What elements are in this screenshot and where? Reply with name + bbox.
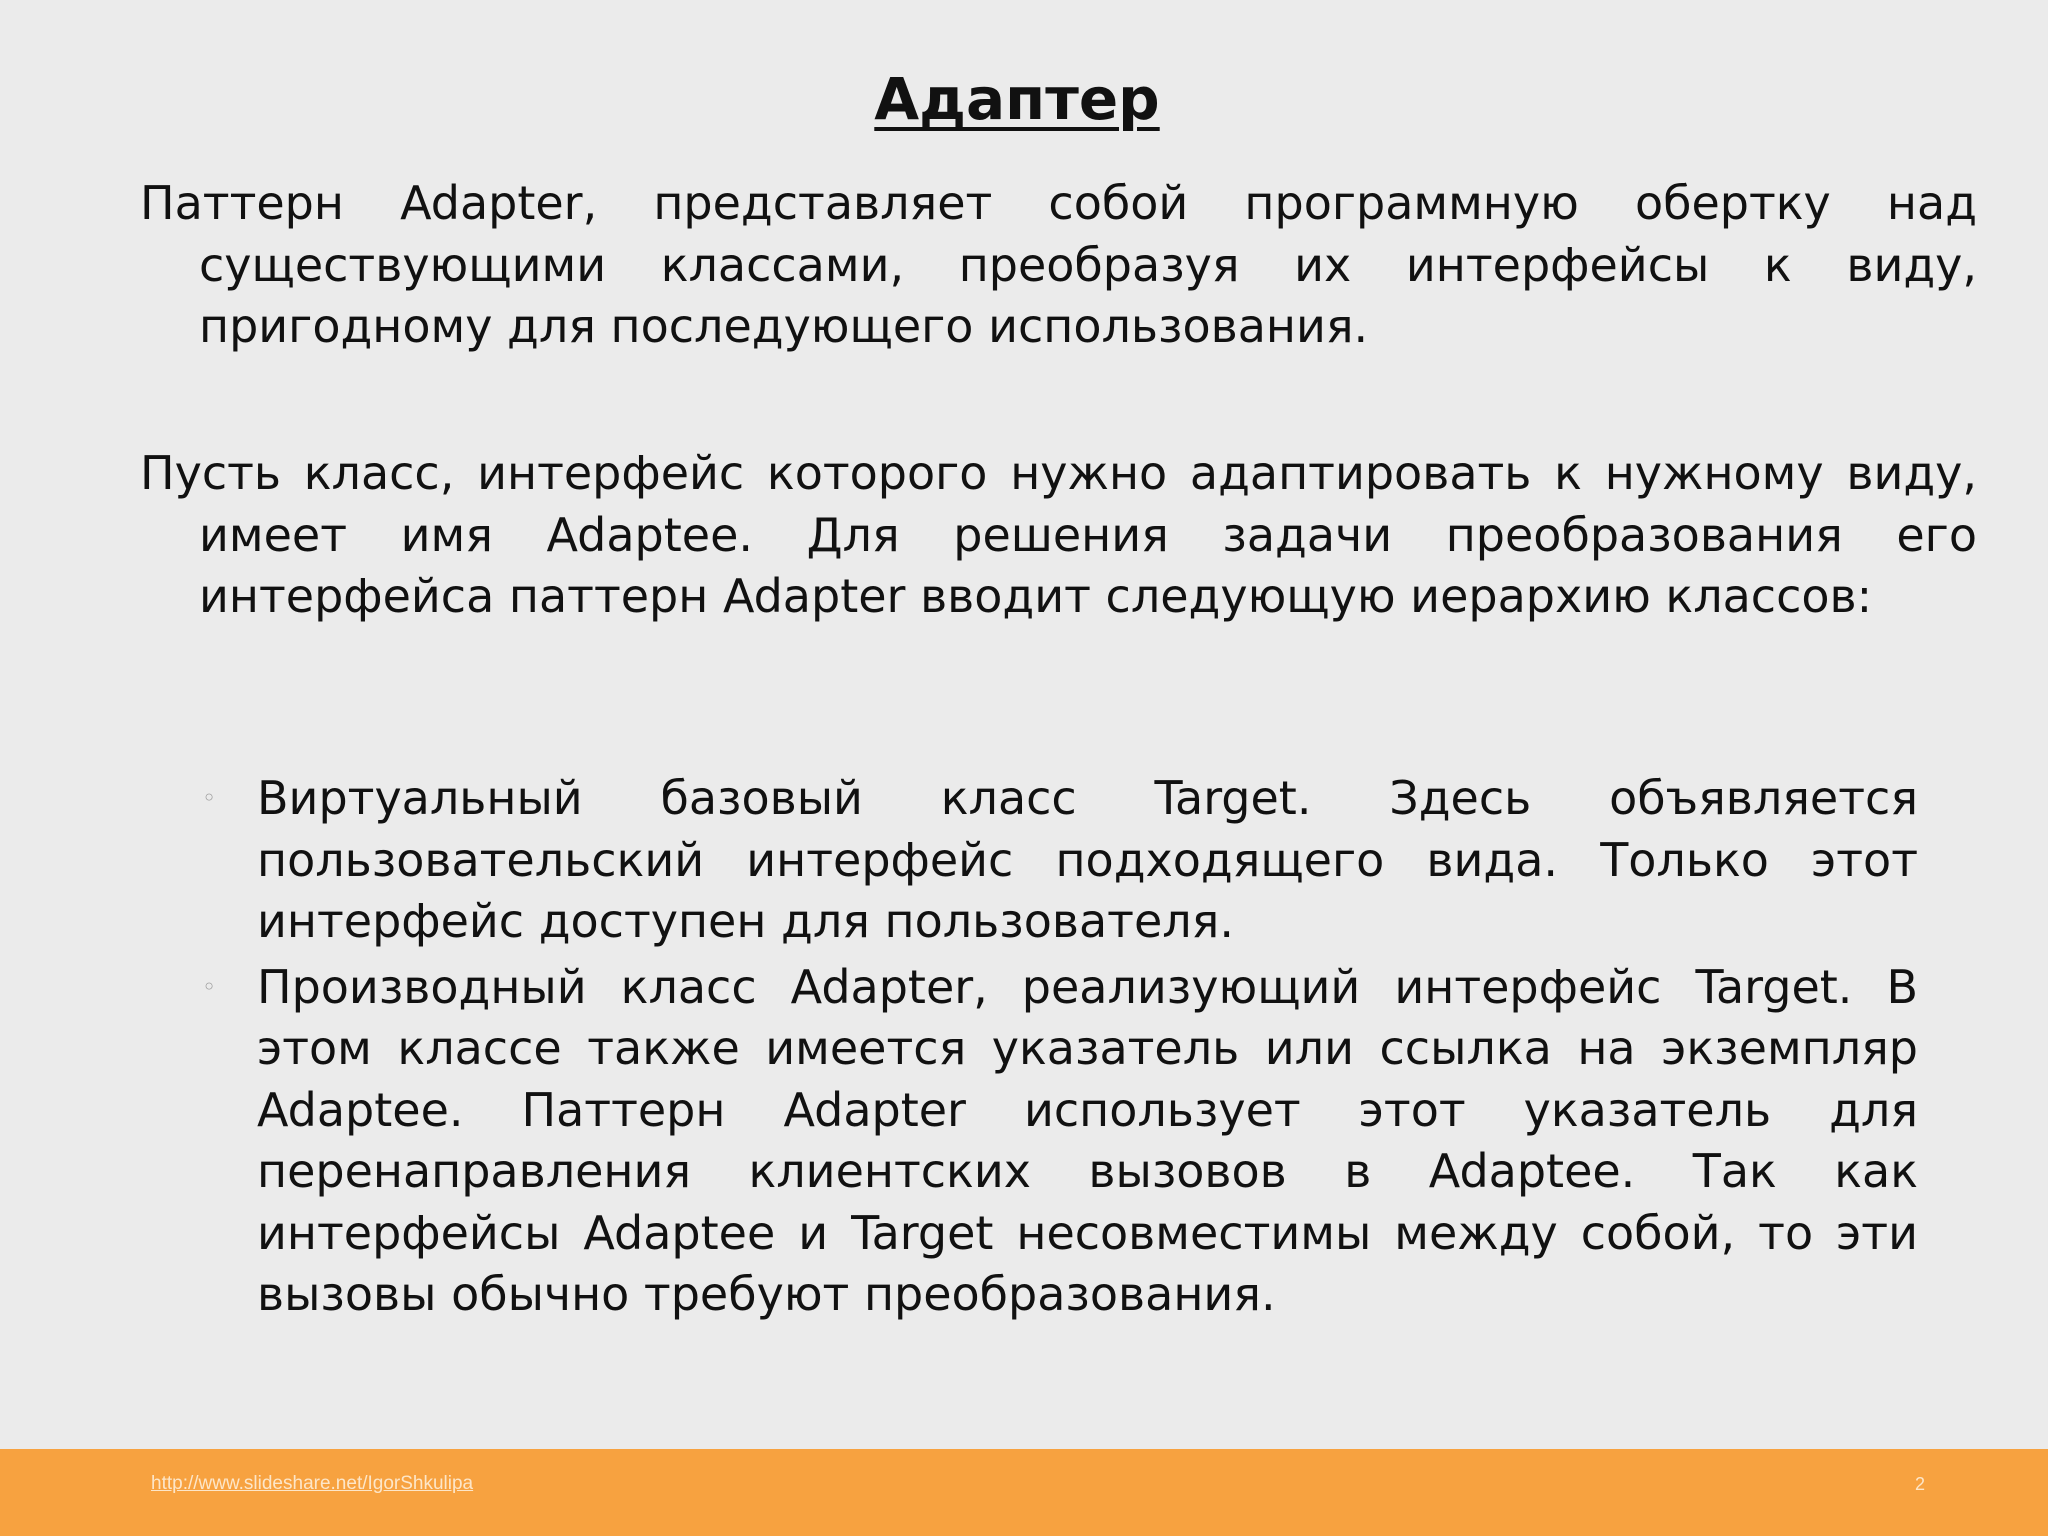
footer-bar <box>0 1449 2048 1536</box>
page-number: 2 <box>1914 1474 1925 1494</box>
bullet-text-target: Виртуальный базовый класс Target. Здесь объявляется пользовательский интерфейс подходящего вида. Только этот интерфейс доступен для пользователя. <box>257 771 1918 948</box>
list-item-target <box>200 768 1918 953</box>
slide-title: Адаптер <box>874 65 1160 133</box>
bullet-circle-icon: ◦ <box>202 972 217 1001</box>
list-item-adapter <box>200 957 1918 1326</box>
paragraph-adaptee-hierarchy: Пусть класс, интерфейс которого нужно адаптировать к нужному виду, имеет имя Adaptee. Для решения задачи преобразования его интерфейса паттерн Adapter вводит следующую иерархию классов: <box>140 446 1977 623</box>
bullet-list <box>200 768 1918 1330</box>
bullet-circle-icon: ◦ <box>202 784 217 812</box>
footer-source-link[interactable]: http://www.slideshare.net/IgorShkulipa <box>151 1473 474 1494</box>
bullet-text-adapter: Производный класс Adapter, реализующий интерфейс Target. В этом классе также имеется указатель или ссылка на экземпляр Adaptee. Паттерн Adapter использует этот указатель для перенаправления клиентских вызовов в Adaptee. Так как интерфейсы Adaptee и Target несовместимы между собой, то эти вызовы обычно требуют преобразования. <box>257 959 1918 1321</box>
paragraph-adapter-definition: Паттерн Adapter, представляет собой программную обертку над существующими классами, преобразуя их интерфейсы к виду, пригодному для последующего использования. <box>140 176 1977 353</box>
